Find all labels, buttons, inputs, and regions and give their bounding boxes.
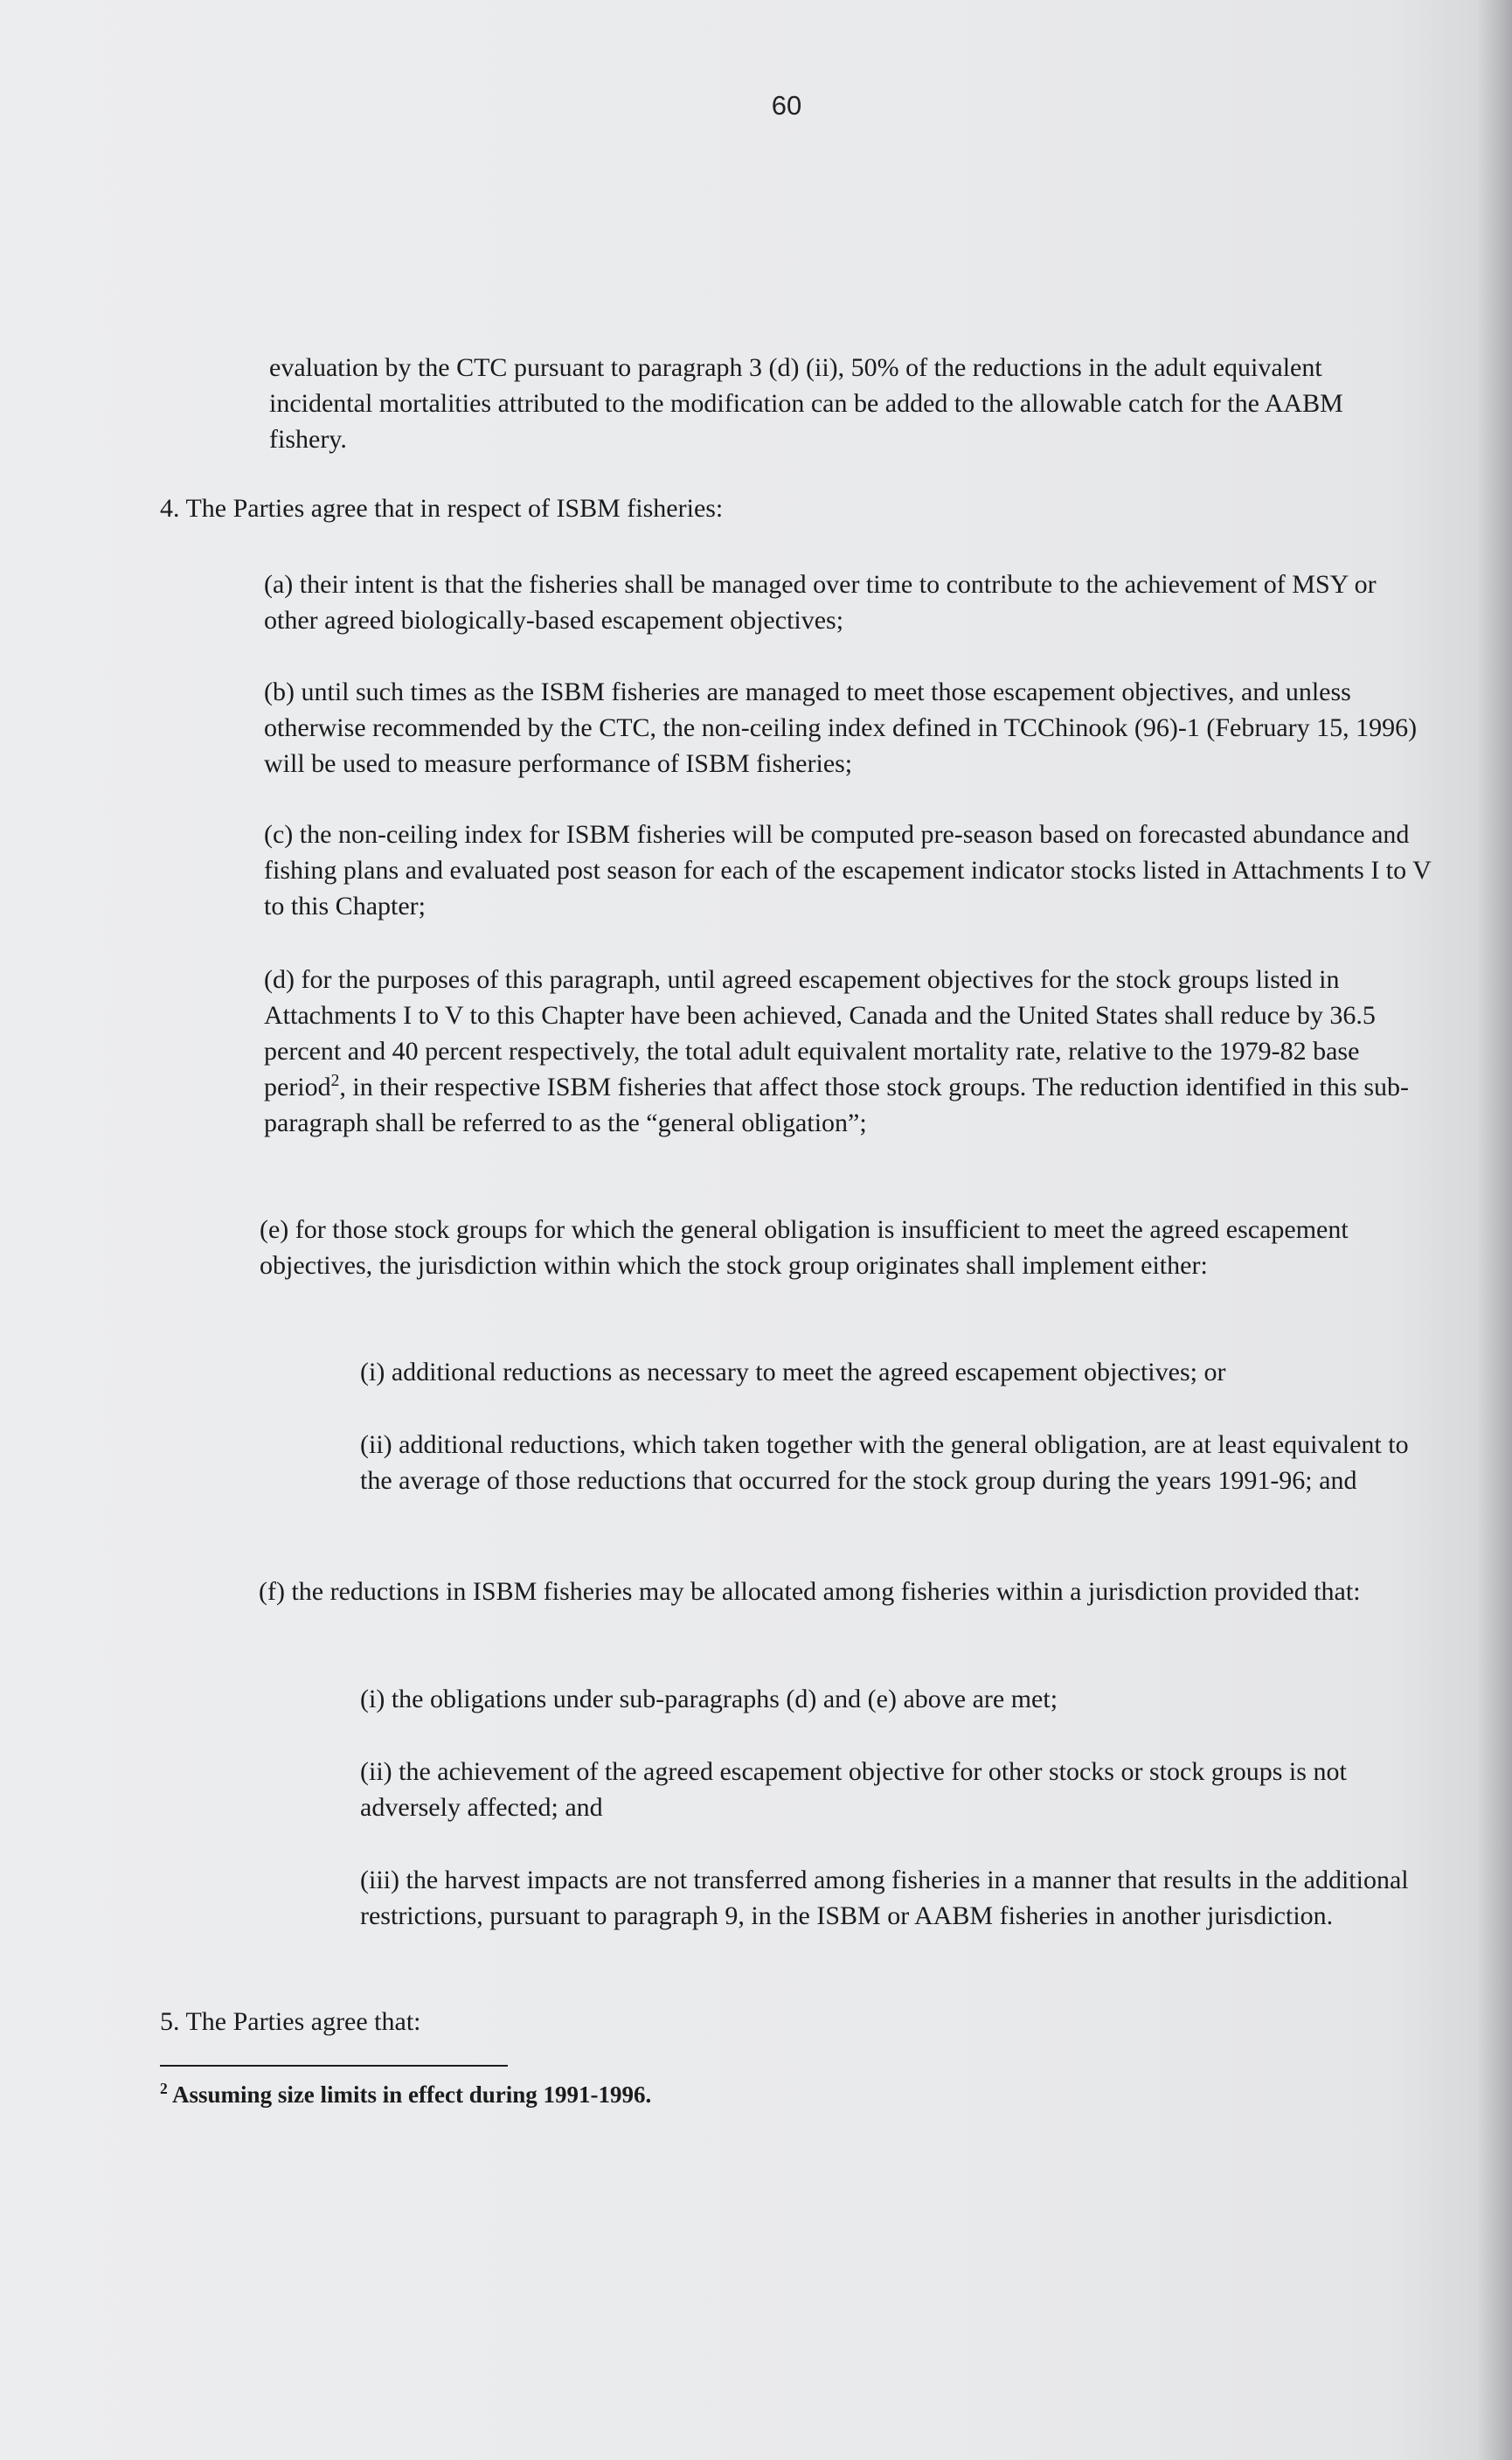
page-number: 60 — [771, 90, 802, 121]
subparagraph-d-text-start: (d) for the purposes of this paragraph, until agreed escapement objectives for the stock groups listed in Attachments I to V to this Chapter have been achieved, Canada and the United States shall reduce by 36.5 percent and 40 percent respectively, the total adult equivalent mortality rate, relative to the 1979-82 base period — [264, 965, 1376, 1101]
subparagraph-c: (c) the non-ceiling index for ISBM fisheries will be computed pre-season based on forecasted abundance and fishing plans and evaluated post season for each of the escapement indicator stocks listed in Attachments I to V to this Chapter; — [264, 820, 1432, 921]
subparagraph-d-text-end: , in their respective ISBM fisheries that affect those stock groups. The reduction identified in this sub-paragraph shall be referred to as the “general obligation”; — [264, 1073, 1410, 1137]
footnote-text: Assuming size limits in effect during 1991-1996. — [167, 2081, 652, 2108]
page-edge-shadow — [1477, 0, 1512, 2460]
subparagraph-f: (f) the reductions in ISBM fisheries may be allocated among fisheries within a jurisdiction provided that: — [259, 1577, 1361, 1606]
footnote-reference: 2 — [330, 1072, 340, 1090]
subparagraph-f-i: (i) the obligations under sub-paragraphs (d) and (e) above are met; — [360, 1685, 1058, 1713]
subparagraph-d — [264, 962, 1435, 1141]
footnote-marker: 2 — [160, 2080, 168, 2097]
footnote — [160, 2079, 651, 2110]
paragraph-4-heading: 4. The Parties agree that in respect of ISBM fisheries: — [160, 494, 724, 523]
subparagraph-a: (a) their intent is that the fisheries shall be managed over time to contribute to the achievement of MSY or other agreed biologically-based escapement objectives; — [264, 570, 1377, 635]
continuation-paragraph: evaluation by the CTC pursuant to paragraph 3 (d) (ii), 50% of the reductions in the adult equivalent incidental mortalities attributed to the modification can be added to the allowable catch for the AABM fishery. — [269, 353, 1343, 454]
subparagraph-b: (b) until such times as the ISBM fisheries are managed to meet those escapement objectives, and unless otherwise recommended by the CTC, the non-ceiling index defined in TCChinook (96)-1 (February 15, 1996) will be used to measure performance of ISBM fisheries; — [264, 678, 1418, 778]
subparagraph-e-i: (i) additional reductions as necessary to meet the agreed escapement objectives; or — [360, 1358, 1226, 1386]
subparagraph-e-ii: (ii) additional reductions, which taken together with the general obligation, are at least equivalent to the average of those reductions that occurred for the stock group during the years 1991-96; and — [360, 1430, 1409, 1495]
subparagraph-e: (e) for those stock groups for which the general obligation is insufficient to meet the agreed escapement objectives, the jurisdiction within which the stock group originates shall implement either: — [260, 1215, 1349, 1280]
subparagraph-f-iii: (iii) the harvest impacts are not transferred among fisheries in a manner that results in the additional restrictions, pursuant to paragraph 9, in the ISBM or AABM fisheries in another jurisdiction. — [360, 1866, 1409, 1930]
subparagraph-f-ii: (ii) the achievement of the agreed escapement objective for other stocks or stock groups is not adversely affected; and — [360, 1757, 1347, 1822]
footnote-divider — [160, 2065, 508, 2067]
paragraph-5-heading: 5. The Parties agree that: — [160, 2007, 421, 2036]
